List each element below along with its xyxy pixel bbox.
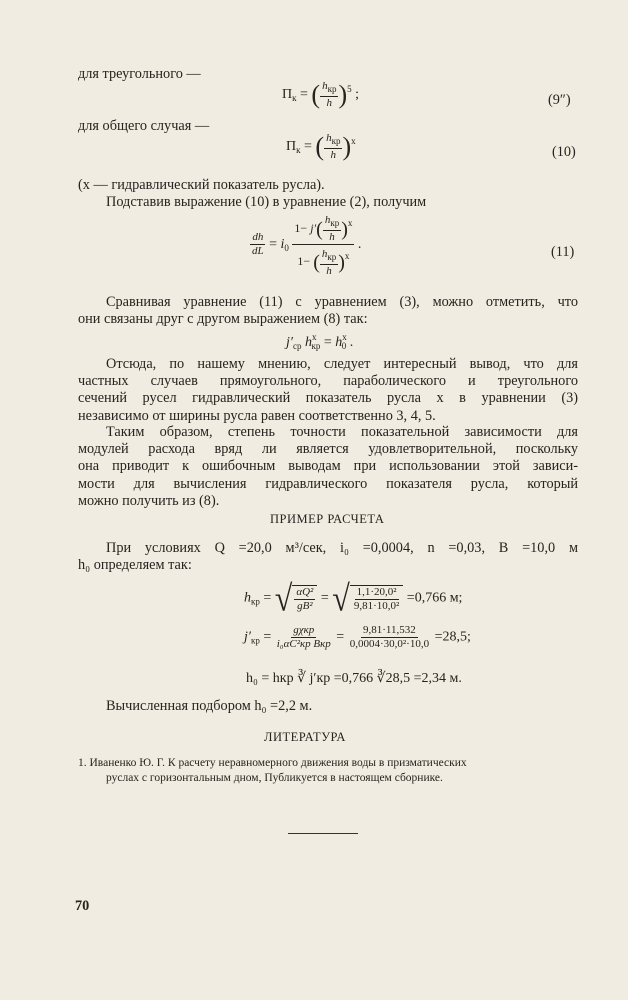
equation-h0: h₀ = hкр ∛ j′кр =0,766 ∛28,5 =2,34 м. bbox=[246, 671, 462, 686]
equation-11-label: (11) bbox=[551, 244, 575, 260]
paragraph-line: можно получить из (8). bbox=[78, 492, 220, 509]
equation-hkr: $h_{кр}$ = √ $\frac{\text{αQ²}}{\text{gB²}}$ = √ $\frac{\text{1,1·20,0²}}{\text{9,81·10,0²}}$ =0,766 м; bbox=[244, 577, 463, 619]
paragraph-comparison bbox=[78, 294, 578, 328]
paragraph-line: сечений русел гидравлический показатель русла x в уравнении (3) bbox=[78, 390, 578, 407]
paragraph-line: Таким образом, степень точности показательной зависимости для bbox=[106, 424, 578, 440]
equation-9: $П_к$ = ( $\frac{h_{кр}}{h}$ )$^5$ ; bbox=[282, 80, 360, 109]
paragraph-line: Сравнивая уравнение (11) с уравнением (3), можно отметить, что bbox=[106, 294, 578, 310]
equation-10: $П_к$ = ( $\frac{h_{кр}}{h}$ )$^x$ bbox=[286, 132, 356, 161]
paragraph-line: модулей расхода вряд ли является удовлетворительной, поскольку bbox=[78, 441, 578, 458]
paragraph-line: мости для вычисления гидравлического показателя русла, который bbox=[78, 475, 578, 492]
paragraph-line: При условиях Q =20,0 м³/сек, i₀ =0,0004, n =0,03, B =10,0 м bbox=[106, 540, 578, 556]
paragraph-line: они связаны друг с другом выражением (8) так: bbox=[78, 311, 368, 328]
equation-10-label: (10) bbox=[552, 144, 576, 160]
literature-heading: ЛИТЕРАТУРА bbox=[264, 730, 346, 744]
equation-relation: $j'_{ср}$ $h^x_{кр} = h^x_0$ . bbox=[286, 332, 354, 351]
text-substituting: Подставив выражение (10) в уравнение (2), получим bbox=[106, 194, 427, 210]
equation-9-label: (9″) bbox=[548, 92, 571, 108]
equation-11: $\frac{dh}{dL}$ = $i_0$ 1− j′( $\frac{h_{кр}}{h}$ )$^x$ 1− ( $\frac{h_{кр}}{h}$ )$^x$ . bbox=[250, 212, 361, 278]
paragraph-example-conditions bbox=[78, 540, 578, 574]
section-divider bbox=[288, 833, 358, 834]
reference-1-line-1: 1. Иваненко Ю. Г. К расчету неравномерного движения воды в призматических bbox=[78, 757, 467, 769]
text-selection-result: Вычисленная подбором h₀ =2,2 м. bbox=[106, 698, 313, 714]
paragraph-conclusion bbox=[78, 356, 578, 425]
paragraph-line: Отсюда, по нашему мнению, следует интересный вывод, что для bbox=[106, 356, 578, 372]
paragraph-line: h₀ определяем так: bbox=[78, 557, 192, 574]
reference-1-line-2: руслах с горизонтальным дном, Публикуется в настоящем сборнике. bbox=[106, 772, 443, 784]
paragraph-line: она приводит к ошибочным выводам при использовании этой зависи- bbox=[78, 458, 578, 475]
text-general-case: для общего случая — bbox=[78, 118, 210, 134]
equation-jkr: $j'_{кр}$ = $\frac{\text{gχкр}}{\text{i₀αC²кр Bкр}}$ = $\frac{9,81\cdot 11,532}{\text{0,0004·30,0²·10,0}}$ =28,5; bbox=[244, 624, 471, 650]
text-x-definition: (x — гидравлический показатель русла). bbox=[78, 177, 325, 193]
example-heading: ПРИМЕР РАСЧЕТА bbox=[270, 512, 385, 526]
page-number: 70 bbox=[75, 898, 90, 914]
paragraph-line: независимо от ширины русла равен соответственно 3, 4, 5. bbox=[78, 407, 436, 424]
text-triangular: для треугольного — bbox=[78, 66, 201, 82]
paragraph-line: частных случаев прямоугольного, параболического и треугольного bbox=[78, 373, 578, 390]
paragraph-accuracy bbox=[78, 424, 578, 510]
